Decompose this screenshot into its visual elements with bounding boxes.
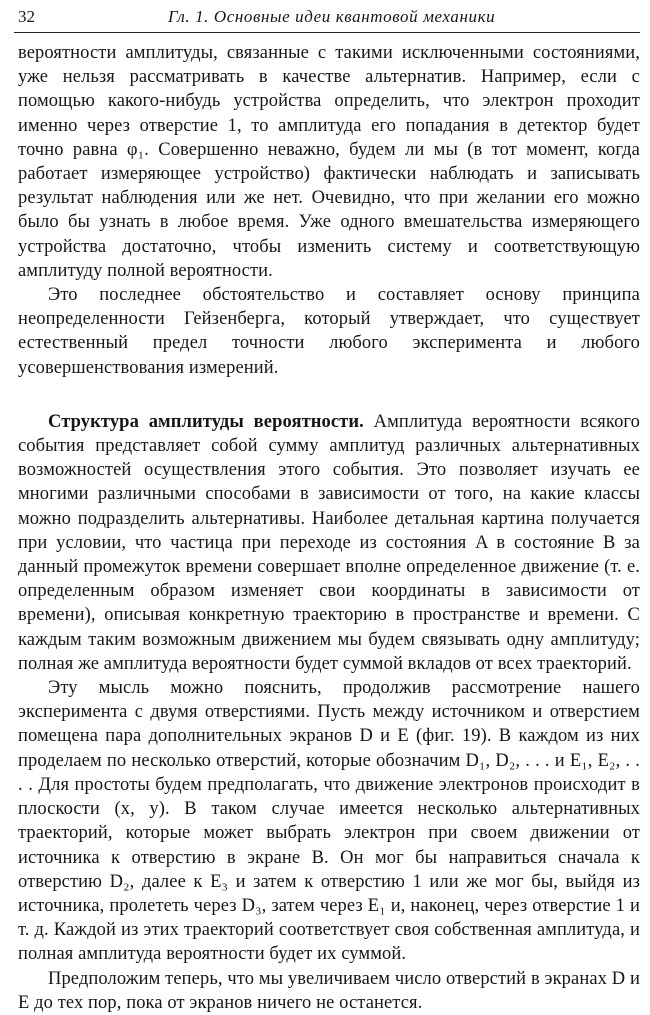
section-title: Структура амплитуды вероятности.	[48, 411, 364, 432]
header-rule	[14, 32, 640, 33]
page-body	[18, 41, 640, 1015]
section-lead-paragraph	[18, 410, 640, 676]
section-gap	[18, 380, 640, 410]
paragraph-2: Это последнее обстоятельство и составляет основу принципа неопределенности Гейзенберга, который утверждает, что существует естественный предел точности любого эксперимента и любого усовершенствования измерений.	[18, 285, 640, 378]
paragraph-1: вероятности амплитуды, связанные с такими исключенными состояниями, уже нельзя рассматривать в качестве альтернатив. Например, если с помощью какого-нибудь устройства определить, что электрон проходит именно через отверстие 1, то амплитуда его попадания в детектор будет точно равна φ₁. Совершенно неважно, будем ли мы (в тот момент, когда работает измеряющее устройство) фактически наблюдать и записывать результат наблюдения или же нет. Очевидно, что при желании его можно было бы узнать в любое время. Уже одного вмешательства измеряющего устройства достаточно, чтобы изменить систему и соответствующую амплитуду полной вероятности.	[18, 43, 640, 281]
page-header	[18, 4, 638, 30]
running-title: Гл. 1. Основные идеи квантовой механики	[168, 7, 496, 26]
paragraph-4: Эту мысль можно пояснить, продолжив рассмотрение нашего эксперимента с двумя отверстиями. Пусть между источником и отверстием помещена пара дополнительных экранов D и E (фиг. 19). В каждом из них проделаем по несколько отверстий, которые обозначим D₁, D₂, . . . и E₁, E₂, . . . . Для простоты будем предполагать, что движение электронов происходит в плоскости (x, y). В таком случае имеется несколько альтернативных траекторий, которые может выбрать электрон при своем движении от источника к отверстию в экране B. Он мог бы направиться сначала к отверстию D₂, далее к E₃ и затем к отверстию 1 или же мог бы, выйдя из источника, пролететь через D₃, затем через E₁ и, наконец, через отверстие 1 и т. д. Каждой из этих траекторий соответствует своя собственная амплитуда, и полная амплитуда вероятности будет их суммой.	[18, 678, 640, 965]
paragraph-5: Предположим теперь, что мы увеличиваем число отверстий в экранах D и E до тех пор, пока от экранов ничего не останется.	[18, 968, 640, 1013]
page-number: 32	[18, 7, 35, 26]
section-lead-text: Амплитуда вероятности всякого события представляет собой сумму амплитуд различных альтернативных возможностей осуществления этого события. Это позволяет изучать ее многими различными способами в зависимости от того, на какие классы можно подразделить альтернативы. Наиболее детальная картина получается при условии, что частица при переходе из состояния A в состояние B за данный промежуток времени совершает вполне определенное движение (т. е. определенным образом изменяет свои координаты в зависимости от времени), описывая конкретную траекторию в пространстве и времени. С каждым таким возможным движением мы будем связывать одну амплитуду; полная же амплитуда вероятности будет суммой вкладов от всех траекторий.	[18, 411, 640, 674]
